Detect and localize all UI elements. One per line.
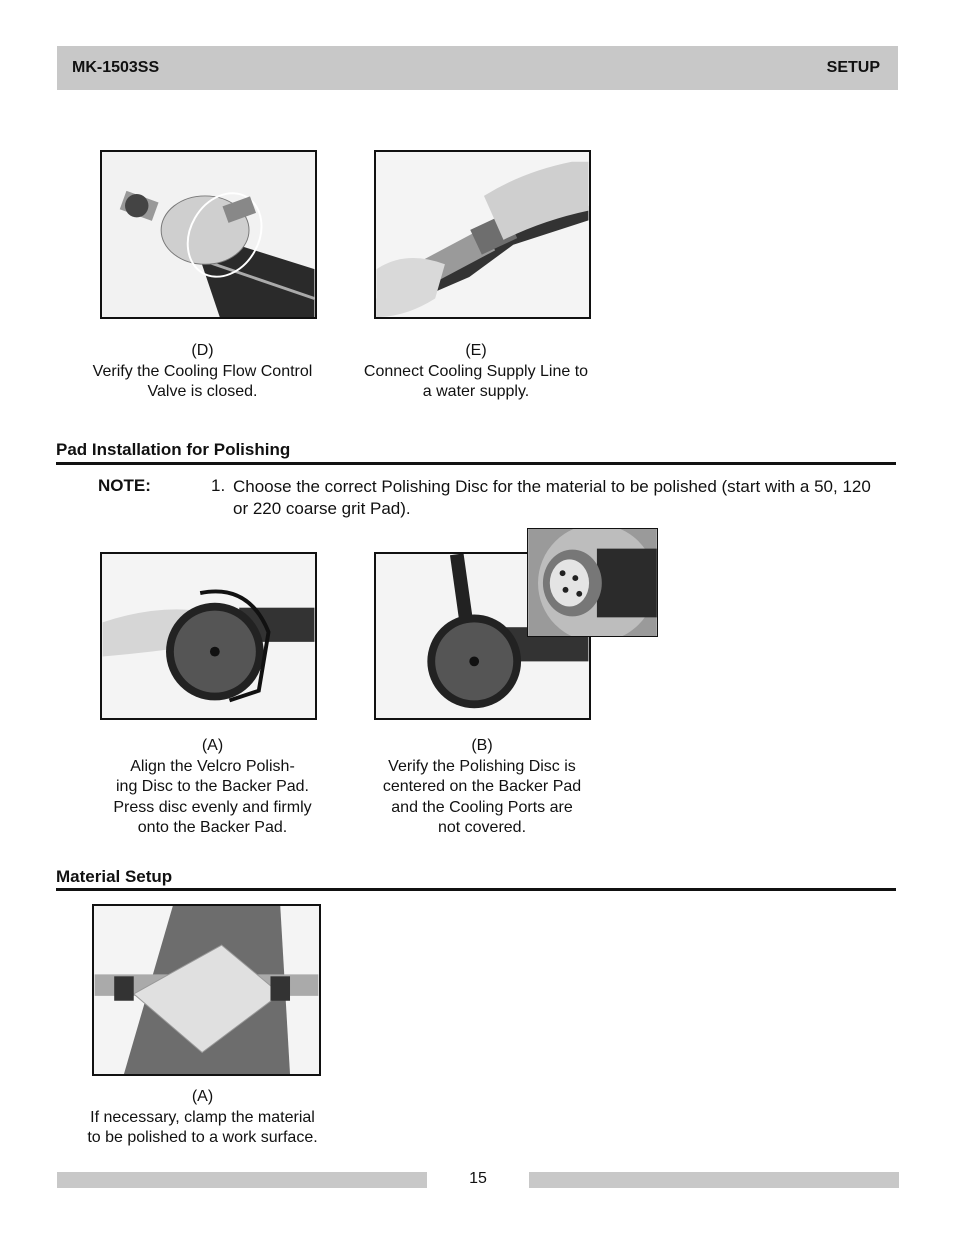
caption-material-a-line2: to be polished to a work surface.	[87, 1129, 318, 1146]
section-rule	[56, 462, 896, 465]
caption-pad-b-letter: (B)	[471, 737, 493, 754]
caption-e-letter: (E)	[465, 342, 487, 359]
caption-d	[70, 341, 335, 403]
caption-pad-a-line4: onto the Backer Pad.	[137, 819, 288, 836]
hose-connection-photo	[374, 150, 591, 319]
caption-pad-b-line4: not covered.	[437, 819, 527, 836]
section-name: SETUP	[826, 59, 880, 76]
caption-e-line2: a water supply.	[422, 383, 530, 400]
caption-pad-b-line3: and the Cooling Ports are	[391, 798, 573, 816]
caption-material-a-line1: If necessary, clamp the material	[90, 1108, 315, 1126]
caption-pad-b-line1: Verify the Polishing Disc is	[388, 757, 576, 775]
caption-pad-a-line1: Align the Velcro Polish-	[130, 757, 295, 775]
material-setup-heading: Material Setup	[56, 867, 173, 886]
note-number: 1.	[211, 476, 226, 495]
caption-pad-a-line3: Press disc evenly and firmly	[113, 798, 312, 816]
note-text: Choose the correct Polishing Disc for the material to be polished (start with a 50, 120 or 220 coarse grit Pad).	[233, 477, 871, 518]
header-bar	[57, 46, 898, 90]
caption-pad-b-line2: centered on the Backer Pad	[382, 778, 582, 795]
polishing-disc-photo	[100, 552, 317, 720]
grinder-valve-photo	[100, 150, 317, 319]
caption-d-line1: Verify the Cooling Flow Control	[92, 362, 313, 380]
caption-pad-b	[367, 736, 597, 839]
section-rule	[56, 888, 896, 891]
page-number: 15	[469, 1170, 487, 1187]
caption-e-line1: Connect Cooling Supply Line to	[363, 362, 589, 380]
caption-pad-a-line2: ing Disc to the Backer Pad.	[116, 778, 309, 795]
caption-d-letter: (D)	[191, 342, 214, 359]
model-number: MK-1503SS	[72, 59, 160, 76]
caption-material-a	[70, 1087, 335, 1149]
caption-pad-a-letter: (A)	[201, 737, 224, 754]
cooling-ports-inset-photo	[527, 528, 658, 637]
footer-bar-right	[529, 1172, 899, 1188]
pad-installation-heading: Pad Installation for Polishing	[56, 440, 291, 459]
footer-bar-left	[57, 1172, 427, 1188]
caption-d-line2: Valve is closed.	[147, 383, 258, 400]
caption-e	[346, 341, 606, 403]
note-label: NOTE:	[98, 476, 151, 495]
caption-pad-a	[95, 736, 330, 839]
clamped-material-photo	[92, 904, 321, 1076]
caption-material-a-letter: (A)	[191, 1088, 214, 1105]
